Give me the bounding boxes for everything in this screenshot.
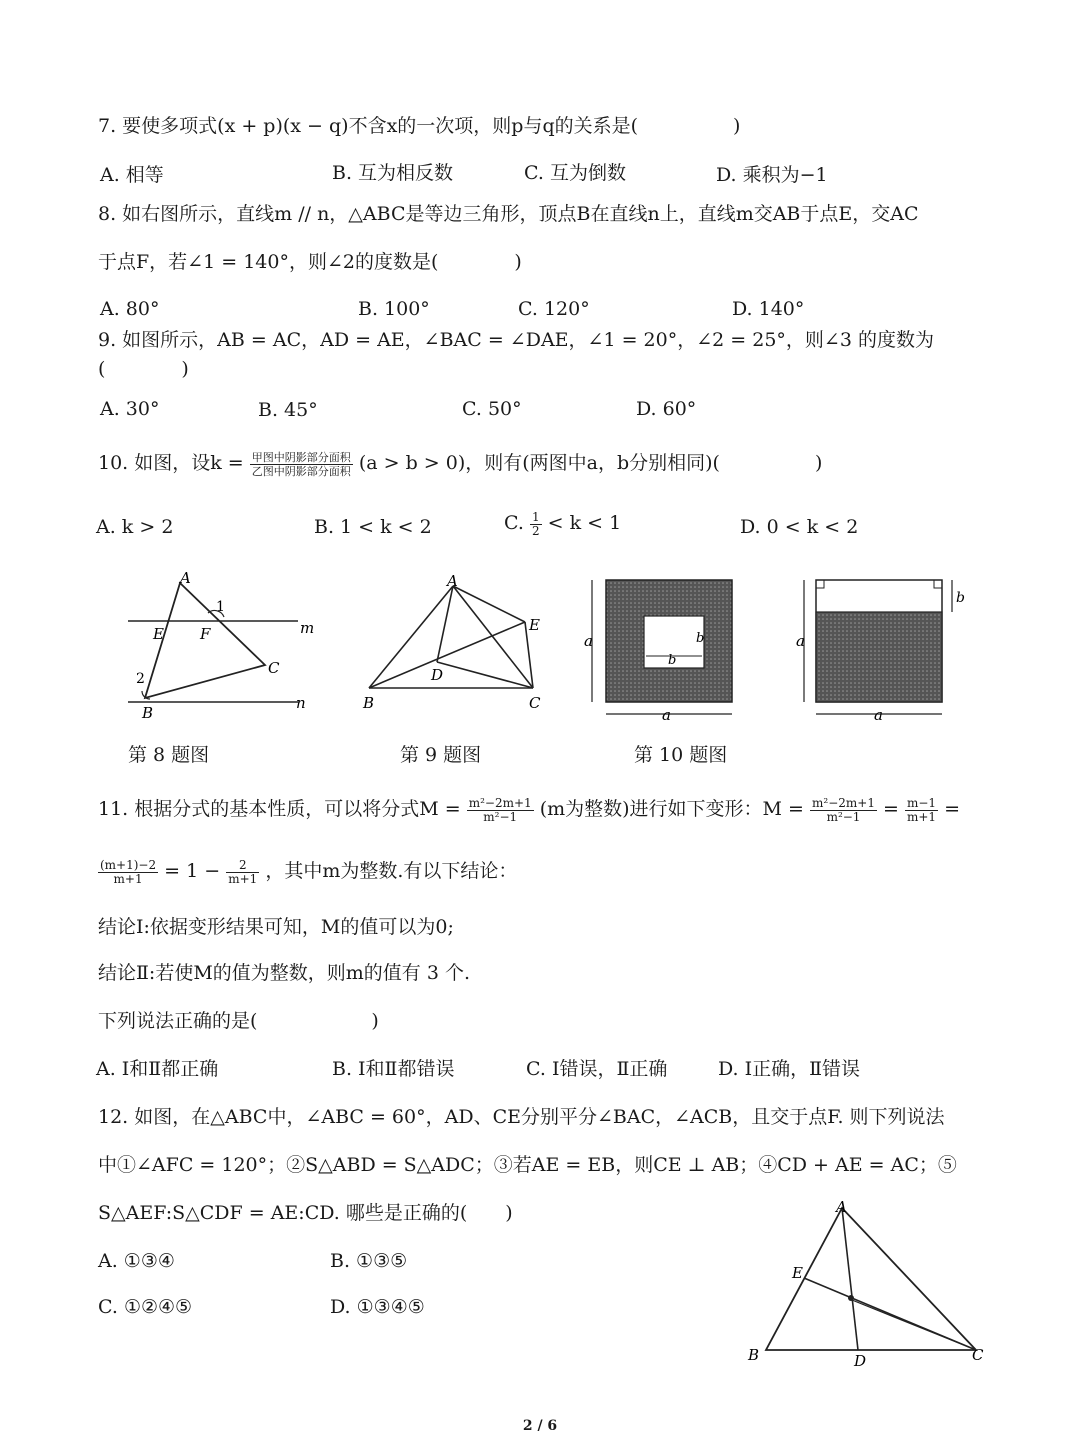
q7-option-b: B. 互为相反数 (332, 162, 454, 184)
fig10a-label-b-inner: b (668, 653, 677, 668)
fig9-segment (453, 586, 525, 622)
bisector-ad (842, 1208, 858, 1350)
fig9-label-b: B (363, 694, 375, 712)
q10-suffix: (a > b > 0)，则有(两图中a，b分别相同)( ) (358, 452, 823, 474)
q11-option-b: B. Ⅰ和Ⅱ都错误 (332, 1058, 455, 1080)
fig10a-label-b-side: b (696, 631, 705, 646)
figure-8-caption: 第 8 题图 (128, 744, 210, 766)
q12-option-d: D. ①③④⑤ (330, 1296, 425, 1318)
fig8-label-e: E (153, 625, 164, 643)
fig10b-label-a-bottom: a (874, 706, 883, 724)
q11-f1-num: m²−2m+1 (468, 795, 532, 810)
q10-option-c-rest: < k < 1 (547, 512, 622, 534)
q10-frac-den: 乙图中阴影部分面积 (251, 464, 351, 478)
q11-f2-den: m²−1 (826, 809, 861, 824)
fig9-label-a: A (447, 572, 458, 590)
q11-fraction-3 (905, 797, 938, 824)
q11-f5-den: m+1 (228, 871, 258, 886)
fig10a-label-a-side: a (584, 632, 593, 650)
q10-fraction (250, 451, 353, 478)
q7-option-d: D. 乘积为−1 (716, 164, 828, 186)
q8-option-c: C. 120° (518, 298, 590, 320)
fig9-label-c: C (529, 694, 541, 712)
q11-conclusion-1: 结论Ⅰ:依据变形结果可知，M的值可以为0; (98, 916, 454, 938)
q9-option-c: C. 50° (462, 398, 522, 420)
figure-12 (740, 1196, 1000, 1376)
q11-option-d: D. Ⅰ正确，Ⅱ错误 (718, 1058, 861, 1080)
q8-option-b: B. 100° (358, 298, 430, 320)
page-number: 2 / 6 (522, 1418, 558, 1434)
q7-stem: 7. 要使多项式(x + p)(x − q)不含x的一次项，则p与q的关系是( ) (98, 115, 741, 137)
q8-line2: 于点F，若∠1 = 140°，则∠2的度数是( ) (98, 251, 522, 273)
q10-option-c-letter: C. (504, 512, 524, 534)
fig10b-label-b-side: b (956, 590, 965, 606)
fig8-label-2: 2 (136, 671, 145, 687)
q10-optc-den: 2 (531, 523, 540, 538)
q8-option-d: D. 140° (732, 298, 805, 320)
figure-10a (574, 574, 744, 724)
fig10b-right-angle-mark (934, 580, 942, 588)
fig10b-shaded-rect (816, 612, 942, 702)
q11-f4-num: (m+1)−2 (100, 857, 157, 872)
fig10b-label-a-side: a (796, 632, 805, 650)
q11-fraction-1 (467, 797, 534, 824)
fig8-label-c: C (268, 659, 280, 677)
q11-l2-mid: = 1 − (164, 860, 221, 882)
q10-option-c (504, 510, 621, 538)
q11-f1-den: m²−1 (483, 809, 518, 824)
fig12-label-a: A (836, 1198, 847, 1216)
q7-option-a: A. 相等 (100, 164, 164, 186)
q9-option-a: A. 30° (100, 398, 160, 420)
point-f (848, 1295, 854, 1301)
q12-option-c: C. ①②④⑤ (98, 1296, 193, 1318)
fig12-segment (852, 1300, 976, 1350)
q11-option-a: A. Ⅰ和Ⅱ都正确 (96, 1058, 219, 1080)
q12-option-a: A. ①③④ (98, 1250, 175, 1272)
q11-conclusion-2: 结论Ⅱ:若使M的值为整数，则m的值有 3 个. (98, 962, 470, 984)
q12-line3: S△AEF:S△CDF = AE:CD. 哪些是正确的( ) (98, 1202, 513, 1224)
q10-option-d: D. 0 < k < 2 (740, 516, 859, 538)
fig12-label-c: C (972, 1346, 984, 1364)
q10-optc-num: 1 (531, 509, 540, 524)
q10-option-a: A. k > 2 (96, 516, 174, 538)
q11-option-c: C. Ⅰ错误，Ⅱ正确 (526, 1058, 668, 1080)
q8-line1: 8. 如右图所示，直线m // n，△ABC是等边三角形，顶点B在直线n上，直线m交AB于点E，交AC (98, 203, 919, 225)
q8-option-a: A. 80° (100, 298, 160, 320)
fig8-label-b: B (142, 704, 154, 722)
q10-prefix: 10. 如图，设k = (98, 452, 244, 474)
q11-eq2: = (944, 798, 961, 820)
fig8-label-1: 1 (216, 599, 225, 615)
fig9-label-d: D (431, 666, 444, 684)
figure-8 (120, 565, 320, 725)
q11-fraction-2 (810, 797, 877, 824)
q11-f2-num: m²−2m+1 (812, 795, 875, 810)
q10-stem (98, 450, 822, 478)
fig9-segment (369, 622, 525, 688)
figure-9 (355, 572, 555, 717)
q11-f5-num: 2 (226, 859, 259, 873)
figure-10b (786, 574, 966, 724)
q12-option-b: B. ①③⑤ (330, 1250, 408, 1272)
fig10b-right-angle-mark (816, 580, 824, 588)
q12-line1: 12. 如图，在△ABC中，∠ABC = 60°，AD、CE分别平分∠BAC，∠ACB，且交于点F. 则下列说法 (98, 1106, 945, 1128)
q9-line2: ( ) (98, 358, 189, 380)
fig8-label-m: m (300, 619, 315, 637)
q11-eq: = (883, 798, 899, 820)
q9-line1: 9. 如图所示，AB = AC，AD = AE，∠BAC = ∠DAE，∠1 = 20°，∠2 = 25°，则∠3 的度数为 (98, 329, 934, 351)
q7-option-c: C. 互为倒数 (524, 162, 626, 184)
q11-f3-num: m−1 (907, 795, 937, 810)
fig8-label-a: A (180, 569, 191, 587)
q9-option-b: B. 45° (258, 399, 318, 421)
fig12-label-b: B (748, 1346, 760, 1364)
fig9-segment (437, 662, 533, 688)
fig12-label-e: E (792, 1264, 803, 1282)
q11-question: 下列说法正确的是( ) (98, 1010, 379, 1032)
q10-option-c-fraction (530, 511, 542, 538)
fig9-segment (437, 586, 453, 662)
fig9-label-e: E (529, 616, 540, 634)
figure-9-caption: 第 9 题图 (400, 744, 482, 766)
q11-l1-mid: (m为整数)进行如下变形：M = (539, 798, 804, 820)
q12-line2: 中①∠AFC = 120°；②S△ABD = S△ADC；③若AE = EB，则CE ⊥ AB；④CD + AE = AC；⑤ (98, 1154, 957, 1176)
figure-10-caption: 第 10 题图 (634, 744, 728, 766)
fig10a-label-a-bottom: a (662, 706, 671, 724)
fig8-label-f: F (200, 625, 211, 643)
q11-f3-den: m+1 (907, 809, 937, 824)
q11-fraction-5 (226, 859, 259, 886)
fig12-label-d: D (854, 1352, 867, 1370)
fig8-label-n: n (296, 694, 306, 712)
q11-fraction-4 (98, 859, 158, 886)
q11-l2-rest: ，其中m为整数.有以下结论： (265, 860, 518, 882)
q11-l1-prefix: 11. 根据分式的基本性质，可以将分式M = (98, 798, 461, 820)
q11-line1 (98, 796, 960, 824)
q10-frac-num: 甲图中阴影部分面积 (251, 450, 351, 464)
q9-option-d: D. 60° (636, 398, 697, 420)
q10-option-b: B. 1 < k < 2 (314, 516, 432, 538)
q11-line2 (98, 858, 517, 886)
q11-f4-den: m+1 (113, 871, 143, 886)
